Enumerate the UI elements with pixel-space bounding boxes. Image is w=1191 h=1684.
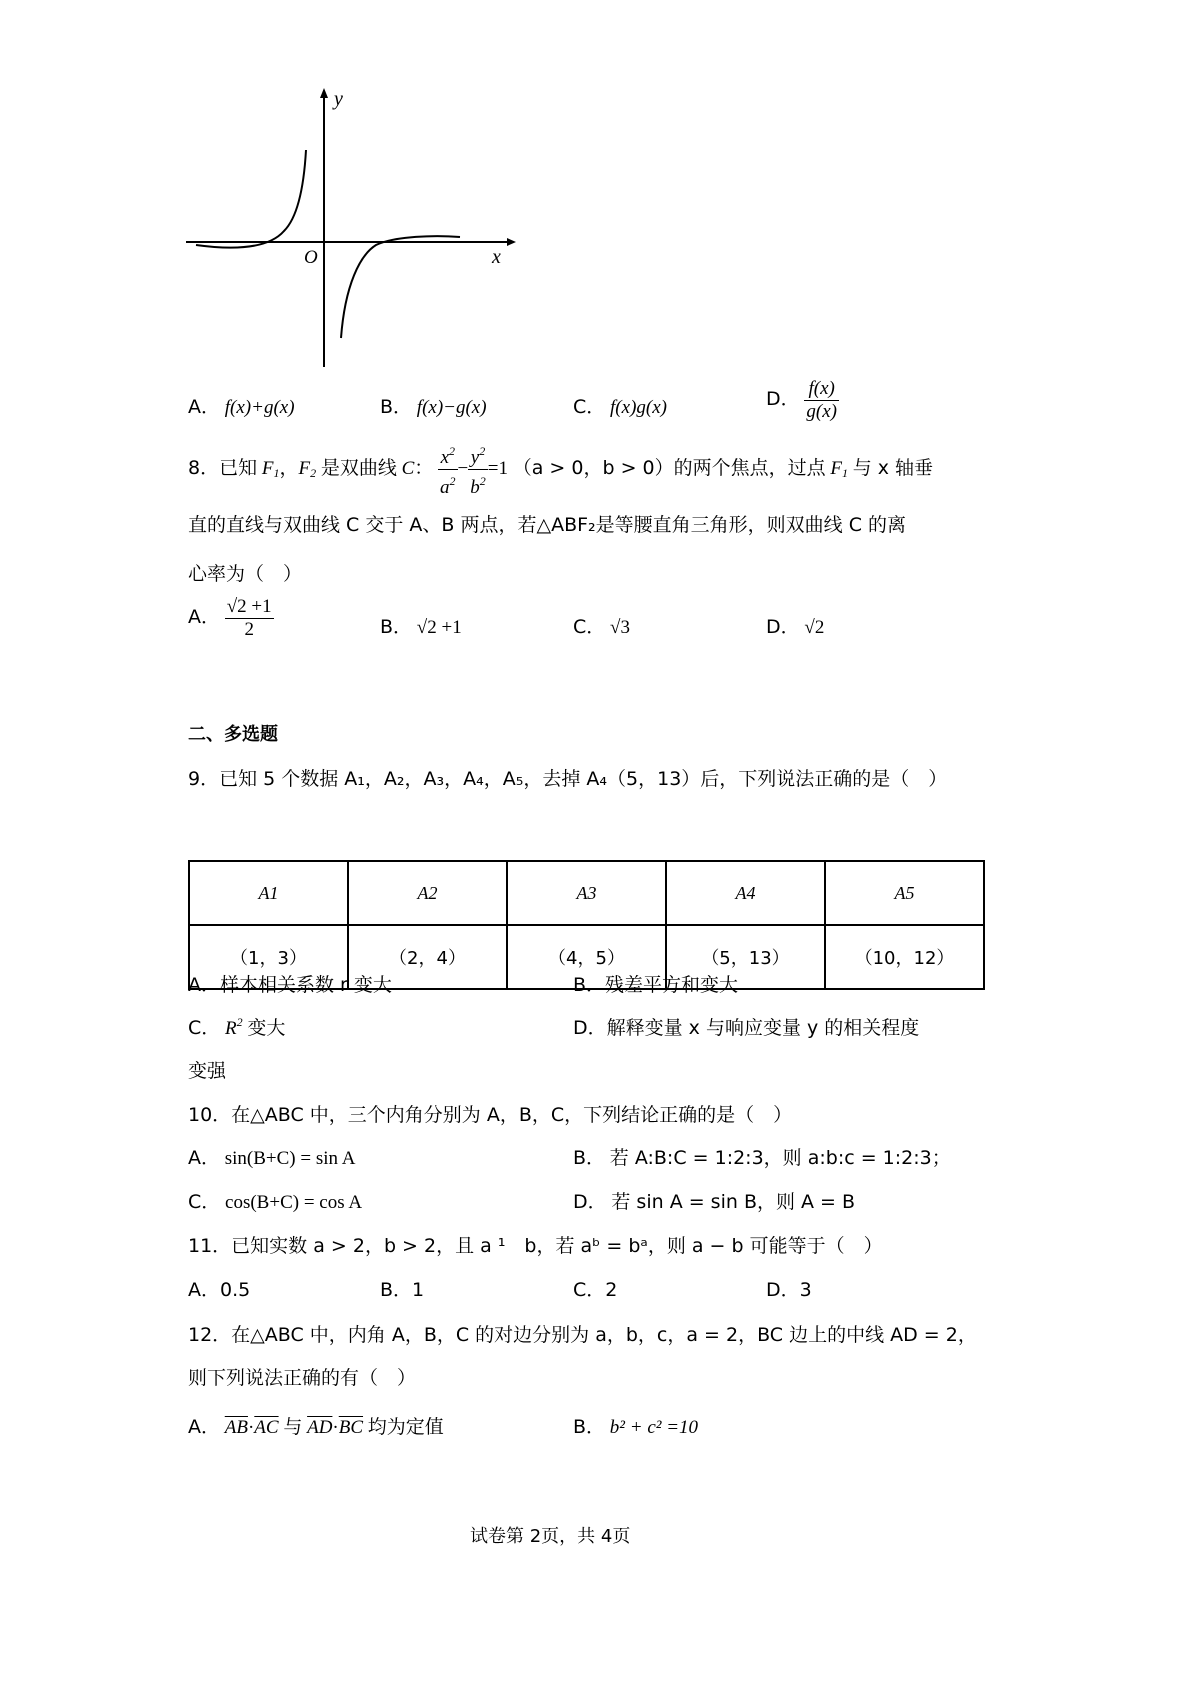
option-label: B．: [380, 396, 413, 418]
option-a-fraction: [225, 596, 274, 641]
vector-ad: $\overline{AD}$: [307, 1417, 333, 1438]
vector-bc: $\overline{BC}$: [338, 1417, 364, 1438]
q10-option-a[interactable]: [188, 1143, 355, 1170]
option-c-expression: cos(B+C) = cos A: [225, 1192, 363, 1213]
option-d-value: √2: [804, 617, 825, 638]
q9-option-a[interactable]: A．样本相关系数 r 变大: [188, 974, 392, 996]
option-c-expression: f(x)g(x): [610, 397, 667, 418]
q8-text: 是双曲线: [320, 456, 397, 479]
q7-option-b[interactable]: [380, 392, 487, 419]
table-header-cell: A1: [189, 861, 348, 925]
option-label: C．: [188, 1191, 221, 1213]
option-b-value: √2 +1: [416, 617, 462, 638]
origin-label: O: [304, 247, 318, 268]
q7-option-a[interactable]: [188, 392, 295, 419]
section-title: 二、多选题: [188, 724, 278, 745]
table-header-cell: A3: [507, 861, 666, 925]
option-label: A．: [188, 1147, 220, 1169]
table-header-cell: A4: [666, 861, 825, 925]
f1-symbol: $F_1$: [261, 457, 280, 480]
option-a-expression: f(x)+g(x): [224, 397, 295, 418]
connector-text: 与: [283, 1416, 303, 1438]
q9-option-b[interactable]: B．残差平方和变大: [573, 974, 739, 996]
q11-option-a[interactable]: A．0.5: [188, 1279, 251, 1301]
f1-symbol: $F_1$: [830, 457, 848, 480]
q7-option-d[interactable]: [766, 378, 839, 423]
vector-ab: $\overline{AB}$: [224, 1417, 248, 1438]
q9-stem: 9．已知 5 个数据 A₁，A₂，A₃，A₄，A₅，去掉 A₄（5，13）后，下列说法正确的是（ ）: [188, 768, 948, 790]
vector-ac: $\overline{AC}$: [254, 1417, 279, 1438]
q8-option-d[interactable]: [766, 612, 824, 639]
q9-option-d-continued: 变强: [188, 1060, 227, 1082]
q11-option-d[interactable]: D．3: [766, 1279, 812, 1301]
q8-option-c[interactable]: [573, 612, 630, 639]
q10-stem: 10．在△ABC 中，三个内角分别为 A，B，C，下列结论正确的是（ ）: [188, 1104, 793, 1126]
q8-line-3: 心率为（ ）: [188, 563, 303, 585]
option-label: C．: [573, 396, 606, 418]
q11-option-b[interactable]: B．1: [380, 1279, 425, 1301]
option-label: D．: [766, 387, 800, 410]
option-c-text: 变大: [247, 1017, 286, 1039]
q8-option-b[interactable]: [380, 612, 462, 639]
r-squared: $R^2$: [225, 1015, 243, 1039]
option-label: B．: [573, 1416, 606, 1438]
option-a-expression: sin(B+C) = sin A: [224, 1148, 356, 1169]
q7-option-c[interactable]: [573, 392, 667, 419]
option-d-text: 若 sin A = sin B，则 A = B: [611, 1191, 856, 1213]
q9-option-c[interactable]: [188, 1013, 285, 1040]
option-d-fraction: [804, 378, 839, 423]
option-label: C．: [573, 616, 606, 638]
option-c-value: √3: [610, 617, 630, 638]
q8-option-a[interactable]: [188, 596, 274, 641]
table-header-cell: A2: [348, 861, 507, 925]
q12-line-1: 12．在△ABC 中，内角 A，B，C 的对边分别为 a，b，c，a = 2，BC 边上的中线 AD = 2，: [188, 1324, 977, 1346]
table-cell: （4，5）: [507, 925, 666, 989]
option-label: B．: [380, 616, 413, 638]
fraction-numerator: f(x): [804, 378, 839, 401]
option-label: C．: [188, 1017, 221, 1039]
option-label: B．: [573, 1147, 606, 1169]
option-label: A．: [188, 396, 220, 418]
q10-option-d[interactable]: [573, 1187, 855, 1214]
option-label: A．: [188, 1416, 220, 1438]
q10-option-c[interactable]: [188, 1187, 362, 1214]
f2-symbol: $F_2$: [298, 457, 317, 480]
hyperbola-y-term: $\frac{y^2}{b^2}$: [468, 440, 488, 499]
y-axis-label: y: [334, 88, 343, 110]
q9-option-d[interactable]: D．解释变量 x 与响应变量 y 的相关程度: [573, 1017, 920, 1039]
q12-line-2: 则下列说法正确的有（ ）: [188, 1367, 417, 1389]
option-label: D．: [766, 616, 800, 638]
option-label: D．: [573, 1191, 607, 1213]
q8-text: （a > 0，b > 0）的两个焦点，过点: [512, 456, 826, 479]
q10-option-b[interactable]: [573, 1143, 951, 1170]
q8-line-2: 直的直线与双曲线 C 交于 A、B 两点，若△ABF₂是等腰直角三角形，则双曲线 C 的离: [188, 514, 906, 536]
q11-option-c[interactable]: C．2: [573, 1279, 618, 1301]
table-header-cell: A5: [825, 861, 984, 925]
q12-option-a[interactable]: A． $\overline{AB}\cdot\overline{AC}$ 与 $\overline{AD}\cdot\overline{BC}$ 均为定值: [188, 1416, 444, 1438]
table-cell: （10，12）: [825, 925, 984, 989]
table-cell: （2，4）: [348, 925, 507, 989]
option-b-expression: b² + c² =10: [609, 1417, 699, 1438]
fraction-denominator: 2: [244, 619, 254, 640]
option-b-expression: f(x)−g(x): [416, 397, 487, 418]
q8-line-1: 8．已知 $F_1$，$F_2$ 是双曲线 C： $\frac{x^2}{a^2}$ − $\frac{y^2}{b^2}$ =1 （a > 0，b > 0）的两个焦点，过点 $F_1$ 与 x 轴垂: [188, 440, 933, 499]
fraction-denominator: g(x): [806, 401, 837, 422]
table-cell: （5，13）: [666, 925, 825, 989]
option-label: A．: [188, 605, 220, 628]
option-a-tail: 均为定值: [367, 1416, 444, 1438]
q11-stem: 11．已知实数 a > 2，b > 2，且 a ¹ b，若 aᵇ = bᵃ，则 a − b 可能等于（ ）: [188, 1235, 883, 1257]
x-axis-label: x: [492, 246, 501, 268]
table-header-row: [189, 861, 984, 925]
curve-c: C: [401, 457, 415, 479]
page-footer: 试卷第 2页，共 4页: [470, 1526, 631, 1547]
q8-text: 与 x 轴垂: [852, 456, 934, 479]
option-b-text: 若 A:B:C = 1:2:3，则 a:b:c = 1:2:3；: [609, 1147, 951, 1169]
function-graph: [180, 85, 520, 385]
q12-option-b[interactable]: [573, 1412, 698, 1439]
table-cell: （1，3）: [189, 925, 348, 989]
hyperbola-x-term: $\frac{x^2}{a^2}$: [438, 440, 458, 499]
q8-text: 8．已知: [188, 456, 258, 479]
fraction-numerator: √2 +1: [226, 596, 272, 617]
